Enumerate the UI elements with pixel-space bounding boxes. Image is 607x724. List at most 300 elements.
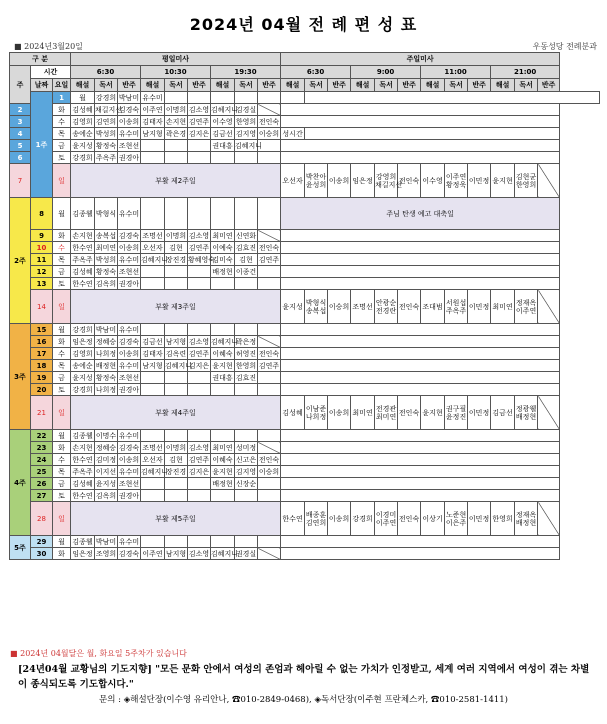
- weekday-time-2: 19:30: [211, 66, 281, 79]
- weekday-cell: 박남미: [95, 537, 117, 546]
- sunday-cell: [538, 502, 560, 536]
- sunday-time-3: 21:00: [491, 66, 560, 79]
- weekday-cell: 유수미: [118, 255, 140, 264]
- role-header: 독서: [95, 79, 118, 92]
- org-name: 우동성당 전례분과: [532, 42, 597, 51]
- sunday-cell: [538, 164, 560, 198]
- weekday-cell: 김효진: [235, 243, 257, 252]
- weekday-cell: [141, 198, 165, 230]
- role-header: 해설: [141, 79, 165, 92]
- weekday-cell: 강경희: [72, 385, 93, 394]
- weekday-cell: [141, 324, 165, 336]
- day-cell: 수: [53, 116, 71, 128]
- role-header: 해설: [491, 79, 515, 92]
- day-cell: 화: [53, 442, 71, 454]
- weekday-cell: 김효진: [235, 373, 257, 382]
- weekday-cell: 전인숙: [258, 349, 280, 358]
- weekday-cell: 황정숙: [95, 141, 117, 150]
- sunday-day: 일: [53, 396, 71, 430]
- weekday-cell: [211, 536, 235, 548]
- weekday-cell: 윤지현: [212, 467, 233, 476]
- week-label: 5주: [10, 536, 31, 560]
- weekday-cell: [258, 548, 281, 560]
- weekday-cell: 김소영: [188, 443, 210, 452]
- weekday-cell: 조현선: [118, 479, 140, 488]
- sunday-cell: 최미연: [351, 396, 375, 430]
- weekday-cell: 이명희: [165, 443, 187, 452]
- day-cell: 월: [53, 198, 71, 230]
- weekday-cell: 최미연: [95, 243, 117, 252]
- weekday-cell: [188, 490, 211, 502]
- weekday-cell: [141, 430, 165, 442]
- sunday-cell: 노준현 이은주: [445, 502, 468, 536]
- weekday-cell: 황정숙: [95, 267, 117, 276]
- sunday-cell: 한영희: [491, 502, 515, 536]
- weekday-cell: [281, 92, 305, 104]
- weekday-cell: 김혜지니: [211, 549, 239, 558]
- weekday-cell: 김현: [165, 454, 188, 466]
- day-cell: 토: [53, 384, 71, 396]
- week-label: 4주: [10, 430, 31, 536]
- weekday-cell: 조영희: [95, 549, 117, 558]
- date-cell: 29: [31, 536, 53, 548]
- weekday-time-0: 6:30: [71, 66, 141, 79]
- header-date: 날짜: [31, 79, 53, 92]
- weekday-cell: 최미연: [212, 231, 233, 240]
- sunday-cell: 박찬아 윤성희: [305, 164, 328, 198]
- sunday-time-2: 11:00: [421, 66, 491, 79]
- weekday-cell: 전인숙: [258, 455, 280, 464]
- date-cell: 1: [53, 92, 71, 104]
- weekday-cell: 권대흥: [212, 373, 233, 382]
- date-cell: 19: [31, 372, 53, 384]
- weekday-cell: [235, 490, 258, 502]
- role-header: 반주: [538, 79, 560, 92]
- weekday-cell: 김성혜: [72, 105, 93, 114]
- sunday-cell: 이경미 이주연: [375, 502, 398, 536]
- sunday-cell: 서원섭 주옥주: [445, 290, 468, 324]
- sunday-cell: 이민정: [468, 164, 491, 198]
- weekday-cell: [165, 152, 188, 164]
- weekday-cell: 이혜숙: [212, 349, 233, 358]
- weekday-cell: [258, 384, 281, 396]
- day-cell: 금: [53, 140, 71, 152]
- weekday-cell: 김혜지니: [235, 141, 263, 150]
- sunday-cell: 이민정: [468, 502, 491, 536]
- weekday-cell: 이명희: [165, 105, 187, 114]
- role-header: 독서: [445, 79, 468, 92]
- weekday-cell: 김경실: [235, 105, 257, 114]
- weekday-cell: [141, 478, 165, 490]
- day-cell: 목: [53, 466, 71, 478]
- weekday-cell: 이송희: [118, 243, 140, 252]
- sunday-cell: 한수연: [281, 502, 305, 536]
- sunday-day: 일: [53, 502, 71, 536]
- weekday-cell: 이송희: [118, 349, 140, 358]
- weekday-cell: 김금선: [212, 129, 233, 138]
- weekday-cell: [258, 372, 281, 384]
- day-cell: 목: [53, 254, 71, 266]
- role-header: 반주: [328, 79, 351, 92]
- weekday-cell: 손지현: [165, 117, 187, 126]
- weekday-cell: [258, 324, 281, 336]
- sunday-empty: [281, 242, 560, 254]
- date-cell: 11: [31, 254, 53, 266]
- date-cell: 9: [31, 230, 53, 242]
- day-cell: 토: [53, 278, 71, 290]
- date-cell: 13: [31, 278, 53, 290]
- day-cell: 금: [53, 478, 71, 490]
- weekday-cell: 김헤지니: [211, 105, 239, 114]
- date-cell: 24: [31, 454, 53, 466]
- date-cell: 12: [31, 266, 53, 278]
- date-cell: 30: [31, 548, 53, 560]
- day-cell: 월: [71, 92, 95, 104]
- weekday-cell: 배정현: [212, 267, 233, 276]
- weekday-cell: 김종웰: [72, 537, 93, 546]
- sunday-empty: [281, 152, 560, 164]
- weekday-cell: 한수연: [72, 455, 93, 464]
- weekday-cell: 남지형: [142, 129, 163, 138]
- role-header: 독서: [235, 79, 258, 92]
- weekday-cell: 김혜지니: [165, 361, 193, 370]
- sunday-cell: 전인숙: [398, 164, 421, 198]
- sunday-feast: 부활 제5주일: [71, 502, 281, 536]
- role-header: 독서: [375, 79, 398, 92]
- week-label: 3주: [10, 324, 31, 430]
- weekday-cell: 강경희: [72, 325, 93, 334]
- weekday-cell: 김지은: [188, 129, 210, 138]
- contact-info: 문의 : ◈해설단장(이수영 유리안나, ☎010-2849-0468), ◈독서단장(이주현 프란체스카, ☎010-2581-1411): [99, 695, 508, 705]
- weekday-cell: 김소영: [188, 337, 210, 346]
- day-cell: 수: [53, 348, 71, 360]
- day-cell: 월: [53, 536, 71, 548]
- date-cell: 26: [31, 478, 53, 490]
- weekday-cell: 이수영: [212, 117, 233, 126]
- sunday-empty: [281, 266, 560, 278]
- weekday-cell: [235, 324, 258, 336]
- day-cell: 화: [53, 104, 71, 116]
- sunday-empty: [281, 336, 560, 348]
- weekday-cell: 곽은정: [235, 337, 257, 346]
- weekday-cell: 김혜지니: [141, 255, 169, 264]
- role-header: 해설: [281, 79, 305, 92]
- header-weekday-mass: 평일미사: [71, 53, 281, 66]
- annunciation-note: 주님 탄생 예고 대축일: [281, 198, 560, 230]
- weekday-cell: 권경아: [118, 385, 140, 394]
- weekday-cell: [188, 152, 211, 164]
- sunday-empty: [281, 442, 560, 454]
- weekday-cell: 박성희: [95, 255, 117, 264]
- weekday-cell: [211, 430, 235, 442]
- sunday-empty: [281, 278, 560, 290]
- sunday-feast: 부활 제2주일: [71, 164, 281, 198]
- week-label: 2주: [10, 198, 31, 324]
- weekday-cell: [165, 478, 188, 490]
- weekday-cell: 황혜영숙: [188, 255, 216, 264]
- sunday-cell: 윤지현: [421, 396, 445, 430]
- weekday-cell: 한수연: [72, 491, 93, 500]
- weekday-cell: 오선자: [142, 455, 163, 464]
- weekday-cell: [258, 490, 281, 502]
- weekday-cell: [165, 92, 188, 104]
- date-cell: 18: [31, 360, 53, 372]
- weekday-cell: 김연주: [258, 255, 280, 264]
- role-header: 독서: [165, 79, 188, 92]
- weekday-cell: 정혜승: [95, 337, 117, 346]
- weekday-cell: 김소영: [188, 231, 210, 240]
- weekday-cell: [188, 266, 211, 278]
- sunday-day: 일: [53, 290, 71, 324]
- date-cell: 15: [31, 324, 53, 336]
- weekday-cell: 조현선: [118, 141, 140, 150]
- weekday-cell: 김경숙: [118, 549, 140, 558]
- weekday-cell: [235, 92, 258, 104]
- weekday-cell: [165, 278, 188, 290]
- weekday-cell: [258, 336, 281, 348]
- weekday-cell: 김연주: [188, 349, 210, 358]
- sunday-cell: 임은정: [351, 164, 375, 198]
- date-cell: 16: [31, 336, 53, 348]
- weekday-cell: 성미정: [235, 443, 257, 452]
- weekday-cell: 신장순: [235, 479, 257, 488]
- weekday-cell: 김연주: [188, 117, 210, 126]
- weekday-cell: [211, 278, 235, 290]
- weekday-cell: [235, 536, 258, 548]
- sunday-cell: 조명선: [351, 290, 375, 324]
- weekday-cell: 김옥희: [95, 279, 117, 288]
- date-cell: 5: [10, 140, 31, 152]
- weekday-cell: 김종웰: [72, 431, 93, 440]
- weekday-cell: 곽은경: [165, 129, 187, 138]
- weekday-cell: [165, 384, 188, 396]
- sunday-cell: 이수영: [421, 164, 445, 198]
- weekday-cell: 김미정: [95, 455, 117, 464]
- header-day: 요일: [53, 79, 71, 92]
- weekday-cell: 오선자: [142, 243, 163, 252]
- role-header: 해설: [421, 79, 445, 92]
- role-header: 해설: [71, 79, 95, 92]
- weekday-cell: 송에순: [72, 361, 93, 370]
- weekday-cell: 김소영: [188, 105, 210, 114]
- sunday-cell: 권구필 윤정진: [445, 396, 468, 430]
- weekday-cell: 황정숙: [95, 373, 117, 382]
- weekday-cell: 남지형: [142, 361, 163, 370]
- weekday-cell: [188, 92, 211, 104]
- sunday-empty: [305, 128, 560, 140]
- sunday-cell: 강영희 채길지선: [375, 164, 398, 198]
- weekday-cell: 권경아: [118, 153, 140, 162]
- weekday-cell: 손지현: [72, 231, 93, 240]
- sunday-empty: [281, 116, 560, 128]
- role-header: 반주: [188, 79, 211, 92]
- weekday-cell: 손지현: [72, 443, 93, 452]
- weekday-cell: 유수미: [118, 361, 140, 370]
- sunday-cell: 김성혜: [281, 396, 305, 430]
- fifth-week-note: ■ 2024년 04월달은 월, 화요일 5주차가 있습니다: [10, 649, 187, 658]
- weekday-cell: [235, 430, 258, 442]
- sunday-cell: 김금선: [491, 396, 515, 430]
- sunday-empty: [281, 536, 560, 548]
- sunday-cell: 이승희: [328, 290, 351, 324]
- weekday-cell: 나희정: [95, 385, 117, 394]
- header-time: 시간: [31, 66, 71, 79]
- weekday-cell: 조현선: [118, 267, 140, 276]
- schedule-table: [9, 52, 600, 560]
- weekday-cell: 윤지현: [212, 361, 233, 370]
- weekday-cell: 전인숙: [258, 117, 280, 126]
- weekday-cell: 주옥주: [95, 153, 117, 162]
- weekday-cell: [188, 198, 211, 230]
- weekday-cell: 권경실: [235, 549, 257, 558]
- date-cell: 23: [31, 442, 53, 454]
- role-header: 해설: [211, 79, 235, 92]
- sunday-cell: 안광순 전경란: [375, 290, 398, 324]
- day-cell: 목: [53, 128, 71, 140]
- role-header: 반주: [118, 79, 141, 92]
- sunday-date: 14: [31, 290, 53, 324]
- sunday-cell: 조대범: [421, 290, 445, 324]
- sunday-cell: 이남준 나희정: [305, 396, 328, 430]
- weekday-cell: 전인숙: [258, 243, 280, 252]
- weekday-cell: 김연주: [188, 243, 210, 252]
- day-cell: 금: [53, 266, 71, 278]
- date-cell: 6: [10, 152, 31, 164]
- weekday-cell: [165, 536, 188, 548]
- role-header: 반주: [258, 79, 281, 92]
- weekday-cell: 김옥희: [95, 491, 117, 500]
- weekday-cell: [258, 442, 281, 454]
- header-gubun: 구 분: [10, 53, 71, 66]
- day-cell: 목: [53, 360, 71, 372]
- weekday-cell: [258, 430, 281, 442]
- weekday-cell: [188, 324, 211, 336]
- sunday-cell: 이송희: [328, 164, 351, 198]
- sunday-cell: 이민정: [468, 396, 491, 430]
- weekday-cell: [188, 536, 211, 548]
- page-title: 2024년 04월 전 례 편 성 표: [189, 15, 418, 34]
- sunday-feast: 부활 제4주일: [71, 396, 281, 430]
- date-cell: 8: [31, 198, 53, 230]
- weekday-cell: [165, 372, 188, 384]
- weekday-cell: 한수연: [72, 243, 93, 252]
- weekday-cell: 김경숙: [118, 105, 140, 114]
- weekday-cell: [188, 430, 211, 442]
- weekday-cell: [211, 490, 235, 502]
- date-cell: 25: [31, 466, 53, 478]
- weekday-cell: [141, 152, 165, 164]
- date-cell: 2: [10, 104, 31, 116]
- weekday-cell: [211, 198, 235, 230]
- sunday-cell: 배종훈 김연희: [305, 502, 328, 536]
- weekday-cell: 한영희: [235, 361, 257, 370]
- weekday-cell: [258, 278, 281, 290]
- sunday-empty: [281, 372, 560, 384]
- sunday-cell: 윤지현: [491, 164, 515, 198]
- weekday-cell: 이승희: [258, 129, 280, 138]
- sunday-cell: 강경희: [351, 502, 375, 536]
- weekday-cell: 이송희: [118, 455, 140, 464]
- weekday-cell: 김혜지니: [211, 337, 239, 346]
- sunday-empty: [281, 430, 560, 442]
- weekday-cell: 김경숙: [118, 231, 140, 240]
- sunday-cell: 정재옥 배정현: [515, 502, 538, 536]
- role-header: 독서: [515, 79, 538, 92]
- week-label: 1주: [31, 92, 53, 198]
- sunday-date: 28: [31, 502, 53, 536]
- sunday-cell: 이민정: [468, 290, 491, 324]
- header-sunday-mass: 주일미사: [281, 53, 560, 66]
- weekday-cell: 유수미: [118, 431, 140, 440]
- weekday-cell: 정혜승: [95, 443, 117, 452]
- sunday-cell: 김현균 한영희: [515, 164, 538, 198]
- weekday-cell: 조현선: [118, 373, 140, 382]
- sunday-time-1: 9:00: [351, 66, 421, 79]
- weekday-cell: 김태자: [142, 349, 163, 358]
- day-cell: 수: [53, 454, 71, 466]
- weekday-cell: 한영희: [235, 117, 257, 126]
- weekday-cell: [188, 278, 211, 290]
- sunday-empty: [281, 384, 560, 396]
- weekday-cell: [188, 478, 211, 490]
- weekday-cell: [188, 372, 211, 384]
- weekday-cell: 유수미: [118, 467, 140, 476]
- weekday-cell: 김현: [165, 242, 188, 254]
- weekday-cell: 이송희: [118, 117, 140, 126]
- weekday-cell: 김경숙: [118, 337, 140, 346]
- date-cell: 20: [31, 384, 53, 396]
- day-cell: 화: [53, 336, 71, 348]
- day-cell: 화: [53, 230, 71, 242]
- weekday-cell: [258, 478, 281, 490]
- sunday-empty: [281, 348, 560, 360]
- weekday-cell: [258, 230, 281, 242]
- date-cell: 10: [31, 242, 53, 254]
- date-note: ■ 2024년3월20일: [14, 42, 83, 51]
- weekday-cell: 김혜지니: [141, 467, 169, 476]
- weekday-cell: [165, 490, 188, 502]
- weekday-cell: 임은정: [72, 549, 93, 558]
- weekday-cell: 채길지선: [95, 105, 123, 114]
- weekday-cell: 김연주: [258, 361, 280, 370]
- weekday-cell: 김소영: [188, 549, 210, 558]
- date-cell: 17: [31, 348, 53, 360]
- weekday-cell: 김미숙: [212, 255, 233, 264]
- weekday-cell: [165, 140, 188, 152]
- sunday-cell: 전경관 최미연: [375, 396, 398, 430]
- weekday-cell: 송복섭: [95, 231, 117, 240]
- weekday-cell: [258, 92, 281, 104]
- day-cell: 금: [53, 372, 71, 384]
- weekday-cell: 김지은: [188, 467, 210, 476]
- day-cell: 월: [53, 430, 71, 442]
- date-cell: 22: [31, 430, 53, 442]
- sunday-empty: [281, 360, 560, 372]
- sunday-cell: 이송희: [328, 502, 351, 536]
- weekday-cell: 권대흥: [212, 141, 233, 150]
- sunday-cell: 정광웰 배정현: [515, 396, 538, 430]
- sunday-cell: 이상기: [421, 502, 445, 536]
- weekday-cell: 박성희: [95, 129, 117, 138]
- sunday-cell: 이주연 황정욱: [445, 164, 468, 198]
- weekday-cell: 이주연: [142, 549, 163, 558]
- weekday-cell: 강경희: [72, 153, 93, 162]
- weekday-cell: 김성혜: [72, 267, 93, 276]
- sunday-empty: [281, 230, 560, 242]
- weekday-cell: 유수미: [118, 198, 141, 230]
- weekday-cell: 유수미: [118, 129, 140, 138]
- weekday-cell: 유수미: [118, 537, 140, 546]
